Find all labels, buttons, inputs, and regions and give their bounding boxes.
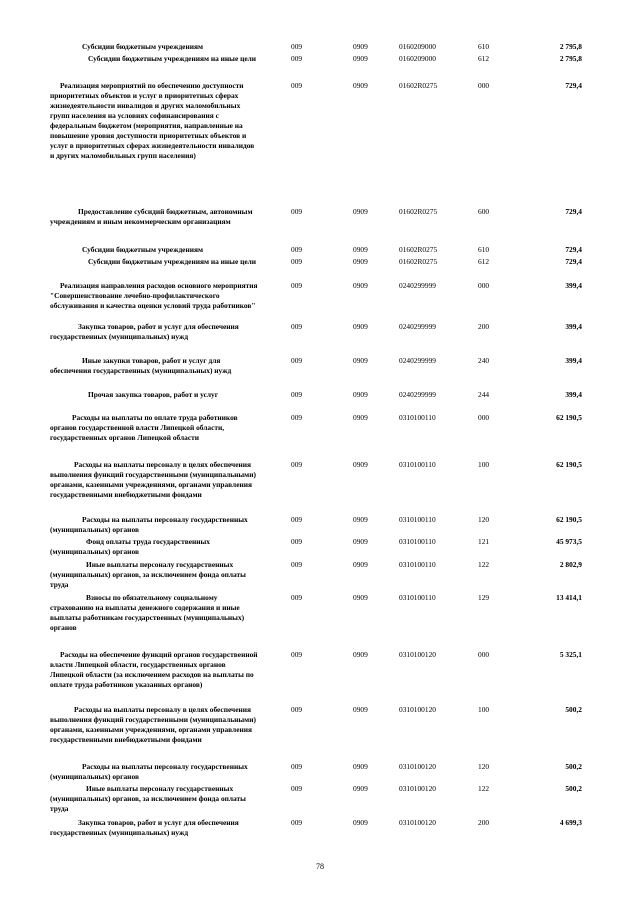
row-name: Реализация направления расходов основного мероприятия "Совершенствование лечебно-профилактического обслуживания и качества оценки условий труда работников" (50, 281, 258, 310)
row-gr: 009 (291, 460, 303, 469)
row-vr: 610 (478, 42, 490, 51)
row-gr: 009 (291, 784, 303, 793)
row-sum: 500,2 (565, 784, 582, 793)
row-gr: 009 (291, 390, 303, 399)
row-rz: 0909 (353, 560, 368, 569)
row-vr: 244 (478, 390, 490, 399)
row-name: Закупка товаров, работ и услуг для обеспечения государственных (муниципальных) нужд (50, 322, 239, 341)
row-name: Расходы на выплаты персоналу государственных (муниципальных) органов (50, 762, 248, 781)
row-gr: 009 (291, 356, 303, 365)
row-csr: 01602R0275 (399, 245, 438, 254)
row-rz: 0909 (353, 784, 368, 793)
row-csr: 0240299999 (399, 390, 436, 399)
row-name: Закупка товаров, работ и услуг для обеспечения государственных (муниципальных) нужд (50, 818, 239, 837)
row-name: Иные выплаты персоналу государственных (муниципальных) органов, за исключением фонда оплаты труда (50, 784, 246, 813)
row-csr: 0310100110 (399, 515, 436, 524)
row-name: Субсидии бюджетным учреждениям (82, 245, 204, 254)
row-rz: 0909 (353, 762, 368, 771)
row-name: Иные закупки товаров, работ и услуг для обеспечения государственных (муниципальных) нужд (50, 356, 232, 375)
row-vr: 610 (478, 245, 490, 254)
row-name: Расходы на выплаты персоналу в целях обеспечения выполнения функций государственными (муниципальными) органами, казенными учреждениями, органами управления государственными внебюджетными фондами (50, 460, 256, 499)
row-vr: 100 (478, 705, 490, 714)
row-sum: 13 414,1 (556, 593, 582, 602)
row-csr: 0160209000 (399, 54, 436, 63)
row-csr: 0240299999 (399, 356, 436, 365)
row-sum: 500,2 (565, 762, 582, 771)
row-rz: 0909 (353, 281, 368, 290)
row-gr: 009 (291, 413, 303, 422)
row-csr: 01602R0275 (399, 257, 438, 266)
row-csr: 0240299999 (399, 281, 436, 290)
row-vr: 121 (478, 537, 490, 546)
row-vr: 100 (478, 460, 490, 469)
row-rz: 0909 (353, 356, 368, 365)
row-gr: 009 (291, 54, 303, 63)
row-rz: 0909 (353, 705, 368, 714)
row-gr: 009 (291, 650, 303, 659)
row-rz: 0909 (353, 537, 368, 546)
row-sum: 45 973,5 (556, 537, 582, 546)
row-name: Прочая закупка товаров, работ и услуг (88, 390, 219, 399)
row-gr: 009 (291, 762, 303, 771)
row-sum: 62 190,5 (556, 413, 582, 422)
row-sum: 500,2 (565, 705, 582, 714)
row-csr: 0310100110 (399, 560, 436, 569)
row-rz: 0909 (353, 257, 368, 266)
row-name: Субсидии бюджетным учреждениям на иные цели (88, 257, 257, 266)
row-vr: 000 (478, 413, 490, 422)
row-sum: 399,4 (565, 322, 582, 331)
row-rz: 0909 (353, 515, 368, 524)
row-csr: 0240299999 (399, 322, 436, 331)
row-rz: 0909 (353, 245, 368, 254)
row-csr: 0310100120 (399, 762, 436, 771)
row-gr: 009 (291, 537, 303, 546)
row-rz: 0909 (353, 322, 368, 331)
row-rz: 0909 (353, 42, 368, 51)
row-csr: 0310100120 (399, 818, 436, 827)
row-vr: 122 (478, 560, 490, 569)
row-sum: 399,4 (565, 390, 582, 399)
row-vr: 600 (478, 207, 490, 216)
row-csr: 0310100110 (399, 593, 436, 602)
row-name: Расходы на выплаты по оплате труда работников органов государственной власти Липецкой области, государственных органов Липецкой области (50, 413, 238, 442)
row-csr: 01602R0275 (399, 81, 438, 90)
row-rz: 0909 (353, 413, 368, 422)
row-sum: 729,4 (565, 257, 582, 266)
row-gr: 009 (291, 81, 303, 90)
row-sum: 729,4 (565, 207, 582, 216)
row-name: Расходы на обеспечение функций органов государственной власти Липецкой области, государственных органов Липецкой области (за исключением расходов на выплаты по оплате труда работников указанных органов) (50, 650, 258, 689)
row-rz: 0909 (353, 650, 368, 659)
row-name: Субсидии бюджетным учреждениям на иные цели (88, 54, 257, 63)
row-name: Иные выплаты персоналу государственных (муниципальных) органов, за исключением фонда оплаты труда (50, 560, 246, 589)
row-vr: 000 (478, 281, 490, 290)
row-gr: 009 (291, 515, 303, 524)
row-name: Взносы по обязательному социальному страхованию на выплаты денежного содержания и иные выплаты работникам государственных (муниципальных) органов (50, 593, 245, 632)
row-rz: 0909 (353, 81, 368, 90)
row-vr: 122 (478, 784, 490, 793)
row-vr: 612 (478, 54, 490, 63)
row-sum: 2 795,8 (559, 42, 582, 51)
row-csr: 0310100110 (399, 537, 436, 546)
row-name: Реализация мероприятий по обеспечению доступности приоритетных объектов и услуг в приоритетных сферах жизнедеятельности инвалидов и других маломобильных групп населения на условиях софинансирования с федеральным бюджетом (мероприятия, направленные на повышение уровня доступности приоритетных объектов и услуг в приоритетных сферах жизнедеятельности инвалидов и других маломобильных групп населения) (50, 81, 255, 160)
row-gr: 009 (291, 245, 303, 254)
row-rz: 0909 (353, 390, 368, 399)
row-name: Предоставление субсидий бюджетным, автономным учреждениям и иным некоммерческим организациям (50, 207, 253, 226)
row-gr: 009 (291, 705, 303, 714)
row-gr: 009 (291, 593, 303, 602)
row-rz: 0909 (353, 460, 368, 469)
row-rz: 0909 (353, 207, 368, 216)
row-rz: 0909 (353, 54, 368, 63)
row-gr: 009 (291, 42, 303, 51)
row-vr: 200 (478, 322, 490, 331)
row-gr: 009 (291, 207, 303, 216)
row-rz: 0909 (353, 593, 368, 602)
row-sum: 729,4 (565, 81, 582, 90)
row-gr: 009 (291, 281, 303, 290)
row-sum: 729,4 (565, 245, 582, 254)
row-sum: 62 190,5 (556, 515, 582, 524)
row-gr: 009 (291, 257, 303, 266)
row-vr: 120 (478, 515, 490, 524)
row-rz: 0909 (353, 818, 368, 827)
page-number: 78 (316, 862, 324, 871)
row-vr: 612 (478, 257, 490, 266)
row-name: Субсидии бюджетным учреждениям (82, 42, 204, 51)
row-csr: 0310100120 (399, 650, 436, 659)
row-name: Фонд оплаты труда государственных (муниципальных) органов (50, 537, 210, 556)
row-sum: 62 190,5 (556, 460, 582, 469)
row-vr: 240 (478, 356, 490, 365)
row-sum: 2 802,9 (559, 560, 582, 569)
row-vr: 200 (478, 818, 490, 827)
row-sum: 4 699,3 (559, 818, 582, 827)
row-vr: 129 (478, 593, 490, 602)
row-csr: 0310100120 (399, 784, 436, 793)
row-csr: 0310100110 (399, 460, 436, 469)
row-csr: 01602R0275 (399, 207, 438, 216)
row-sum: 399,4 (565, 281, 582, 290)
row-name: Расходы на выплаты персоналу государственных (муниципальных) органов (50, 515, 248, 534)
row-csr: 0310100120 (399, 705, 436, 714)
row-csr: 0310100110 (399, 413, 436, 422)
row-gr: 009 (291, 818, 303, 827)
row-sum: 2 795,8 (559, 54, 582, 63)
row-name: Расходы на выплаты персоналу в целях обеспечения выполнения функций государственными (муниципальными) органами, казенными учреждениями, органами управления государственными внебюджетными фондами (50, 705, 256, 744)
row-vr: 000 (478, 81, 490, 90)
row-sum: 399,4 (565, 356, 582, 365)
row-gr: 009 (291, 322, 303, 331)
row-gr: 009 (291, 560, 303, 569)
row-csr: 0160209000 (399, 42, 436, 51)
row-sum: 5 325,1 (559, 650, 582, 659)
row-vr: 120 (478, 762, 490, 771)
row-vr: 000 (478, 650, 490, 659)
